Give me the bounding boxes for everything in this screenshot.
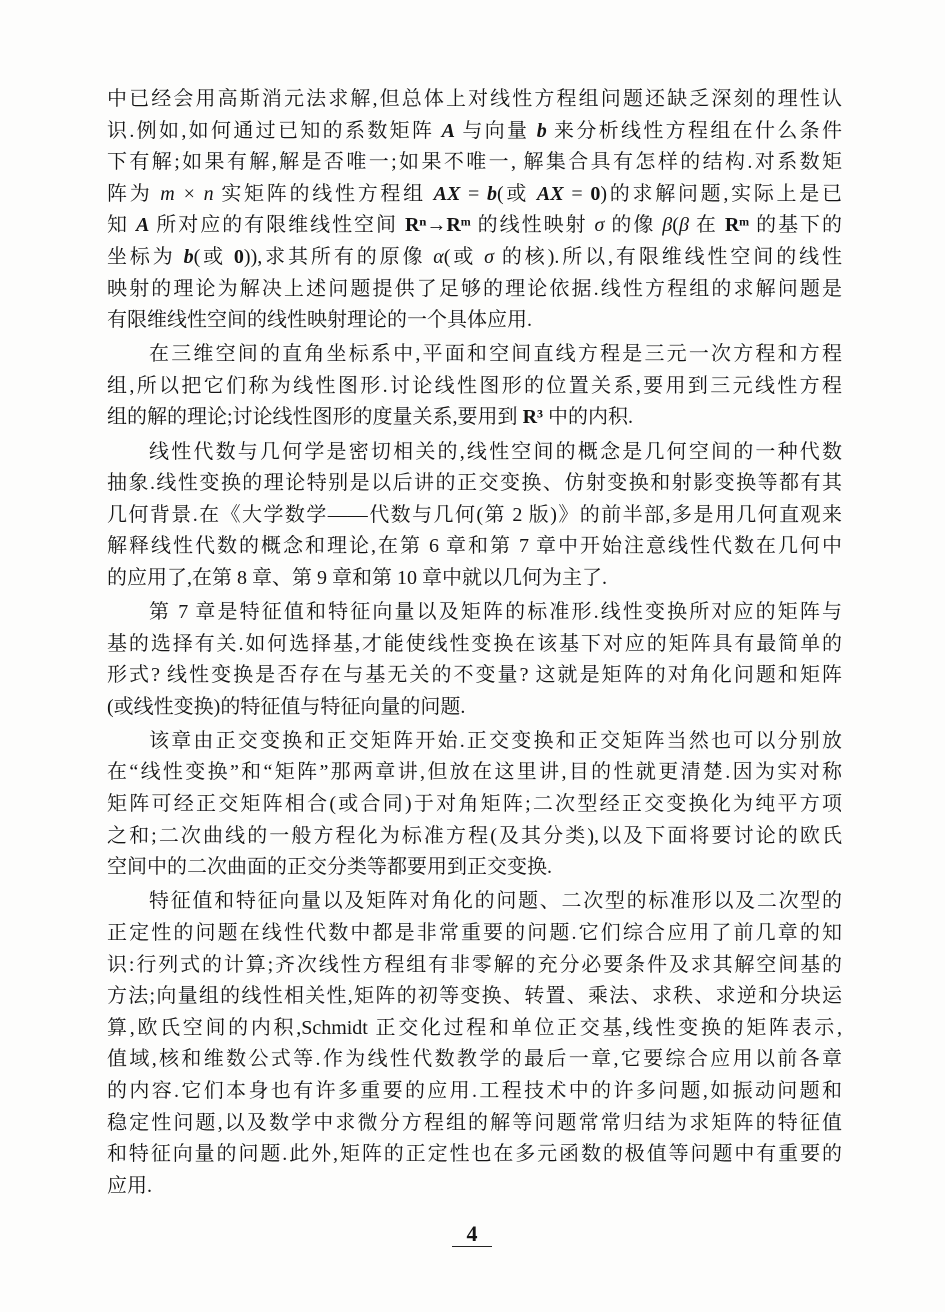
text-run: 所对应的有限维线性空间 [149,214,405,237]
text-line [107,242,842,274]
text-run: 组的解的理论;讨论线性图形的度量关系,要用到 [107,406,523,429]
paragraph [107,726,842,884]
paragraph [107,597,842,723]
paragraph [107,84,842,337]
text-line: 有限维线性空间的线性映射理论的一个具体应用. [107,309,532,332]
text-run: = [460,182,488,205]
text-run: )的求解问题,实际上是已 [600,182,843,205]
math-symbol: 0 [233,245,244,268]
text-run: (或 [497,182,537,205]
text-run: 阵为 [107,182,161,205]
math-symbol: → [426,214,447,237]
math-symbol: m × n [160,182,214,205]
math-symbol: α [433,245,444,268]
text-line: 该章由正交变换和正交矩阵开始.正交变换和正交矩阵当然也可以分别放 [149,729,842,752]
body-text [107,84,842,1202]
paragraph [107,339,842,434]
text-run: 在 [688,214,725,237]
text-run: ( [672,214,679,237]
paragraph [107,886,842,1202]
math-symbol: AX [433,182,461,205]
text-line: 在三维空间的直角坐标系中,平面和空间直线方程是三元一次方程和方程 [149,343,842,366]
text-run: 实矩阵的线性方程组 [213,182,434,205]
text-line: 组,所以把它们称为线性图形.讨论线性图形的位置关系,要用到三元线性方程 [107,374,842,397]
text-run: )),求其所有的原像 [243,245,434,268]
math-symbol: A [441,119,456,142]
math-symbol: A [135,214,150,237]
page-number: 4 [452,1222,492,1247]
math-symbol: Rᵐ [724,214,750,237]
text-line: 应用. [107,1174,152,1197]
text-line: 特征值和特征向量以及矩阵对角化的问题、二次型的标准形以及二次型的 [149,890,842,913]
text-line: 的应用了,在第 8 章、第 9 章和第 10 章中就以几何为主了. [107,566,607,589]
text-line: 中已经会用高斯消元法求解,但总体上对线性方程组问题还缺乏深刻的理性认 [107,88,842,110]
text-run: 坐标为 [107,245,184,268]
text-line: 和特征向量的问题.此外,矩阵的正定性也在多元函数的极值等问题中有重要的 [107,1143,842,1166]
text-line: 下有解;如果有解,解是否唯一;如果不唯一, 解集合具有怎样的结构.对系数矩 [107,151,842,174]
paragraph [107,437,842,595]
text-run: 中的内积. [543,406,634,429]
text-run: 识.例如,如何通过已知的系数矩阵 [107,119,442,142]
text-line: 映射的理论为解决上述问题提供了足够的理论依据.线性方程组的求解问题是 [107,277,842,300]
math-symbol: Rⁿ [404,214,427,237]
text-line: 正定性的问题在线性代数中都是非常重要的问题.它们综合应用了前几章的知 [107,921,842,944]
math-symbol: b [183,245,194,268]
text-line: 解释线性代数的概念和理论,在第 6 章和第 7 章中开始注意线性代数在几何中 [107,535,842,558]
text-line: 识:行列式的计算;齐次线性方程组有非零解的充分必要条件及求其解空间基的 [107,953,842,976]
text-line: 空间中的二次曲面的正交分类等都要用到正交变换. [107,856,552,879]
text-run: 的核).所以,有限维线性空间的线性 [494,245,842,268]
text-line [107,402,842,434]
text-line: 几何背景.在《大学数学——代数与几何(第 2 版)》的前半部,多是用几何直观来 [107,503,842,526]
text-run: 的线性映射 [470,214,595,237]
text-line: 基的选择有关.如何选择基,才能使线性变换在该基下对应的矩阵具有最简单的 [107,632,842,655]
math-symbol: β [662,214,673,237]
math-symbol: b [487,182,498,205]
text-run: (或 [443,245,485,268]
math-symbol: σ [484,245,495,268]
text-line: 形式? 线性变换是否存在与基无关的不变量? 这就是矩阵的对角化问题和矩阵 [107,664,842,687]
text-run: 与向量 [455,119,537,142]
text-line: 算,欧氏空间的内积,Schmidt 正交化过程和单位正交基,线性变换的矩阵表示, [107,1016,842,1039]
text-line [107,116,842,148]
text-run: 知 [107,214,136,237]
text-line: 值域,核和维数公式等.作为线性代数教学的最后一章,它要综合应用以前各章 [107,1048,842,1071]
text-line: 在“线性变换”和“矩阵”那两章讲,但放在这里讲,目的性就更清楚.因为实对称 [107,761,842,784]
text-run: (或 [193,245,234,268]
math-symbol: β [678,214,689,237]
text-line: 稳定性问题,以及数学中求微分方程组的解等问题常常归结为求矩阵的特征值 [107,1111,842,1134]
text-run: 来分析线性方程组在什么条件 [546,119,843,142]
text-run: 的像 [604,214,663,237]
math-symbol: Rᵐ [446,214,471,237]
text-line: 的内容.它们本身也有许多重要的应用.工程技术中的许多问题,如振动问题和 [107,1079,842,1102]
text-run: = [563,182,591,205]
text-line [107,179,842,211]
text-line: 线性代数与几何学是密切相关的,线性空间的概念是几何空间的一种代数 [149,440,842,463]
math-symbol: σ [594,214,605,237]
math-symbol: 0 [590,182,601,205]
text-line: 矩阵可经正交矩阵相合(或合同)于对角矩阵;二次型经正交变换化为纯平方项 [107,793,842,816]
text-run: 的基下的 [749,214,843,237]
math-symbol: R³ [522,406,544,429]
text-line: 抽象.线性变换的理论特别是以后讲的正交变换、仿射变换和射影变换等都有其 [107,472,842,495]
text-line: 第 7 章是特征值和特征向量以及矩阵的标准形.线性变换所对应的矩阵与 [149,601,842,623]
text-line: (或线性变换)的特征值与特征向量的问题. [107,695,466,718]
text-line [107,210,842,242]
text-line: 方法;向量组的线性相关性,矩阵的初等变换、转置、乘法、求秩、求逆和分块运 [107,985,842,1008]
math-symbol: b [536,119,547,142]
text-line: 之和;二次曲线的一般方程化为标准方程(及其分类),以及下面将要讨论的欧氏 [107,824,842,847]
math-symbol: AX [536,182,564,205]
